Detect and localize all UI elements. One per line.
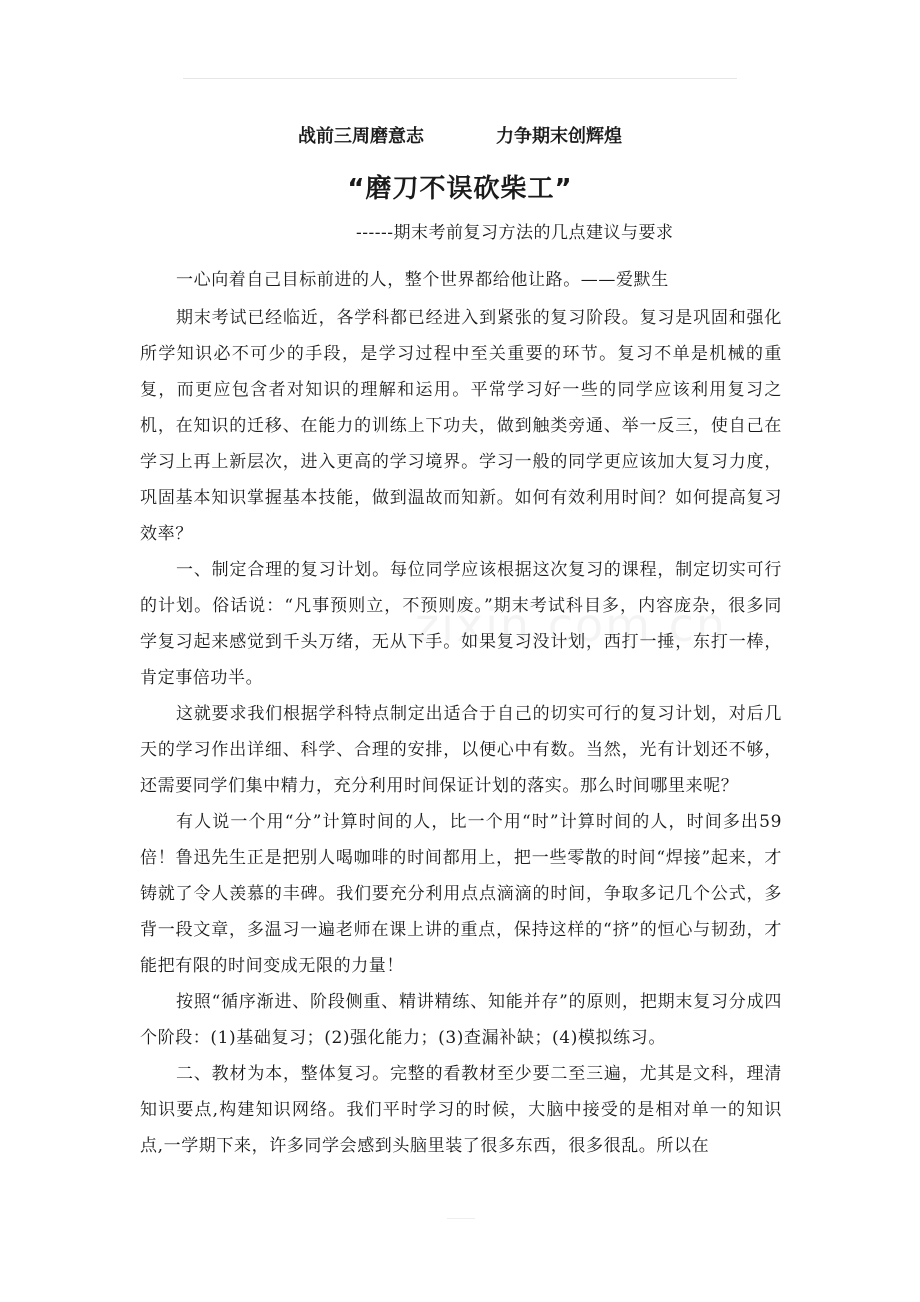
stages-paragraph: 按照“循序渐进、阶段侧重、精讲精练、知能并存”的原则，把期末复习分成四个阶段：(1)基础复习；(2)强化能力；(3)查漏补缺；(4)模拟练习。 (140, 992, 782, 1048)
slogan-left: 战前三周磨意志 (298, 126, 424, 147)
time-paragraph: 有人说一个用“分”计算时间的人，比一个用“时”计算时间的人，时间多出59倍！鲁迅先生正是把别人喝咖啡的时间都用上，把一些零散的时间“焊接”起来，才铸就了令人羡慕的丰碑。我们要充分利用点点滴滴的时间，争取多记几个公式，多背一段文章，多温习一遍老师在课上讲的重点，保持这样的“挤”的恒心与韧劲，才能把有限的时间变成无限的力量！ (140, 812, 782, 976)
slogan-right: 力争期末创辉煌 (496, 126, 622, 147)
quote-paragraph: 一心向着自己目标前进的人，整个世界都给他让路。——爱默生 (176, 270, 669, 290)
section-two-paragraph: 二、教材为本，整体复习。完整的看教材至少要二至三遍，尤其是文科，理清知识要点,构建知识网络。我们平时学习的时候，大脑中接受的是相对单一的知识点,一学期下来，许多同学会感到头脑里装了很多东西，很多很乱。所以在 (140, 1064, 782, 1156)
header-rule (183, 78, 737, 79)
section-one-paragraph: 一、制定合理的复习计划。每位同学应该根据这次复习的课程，制定切实可行的计划。俗话说：“凡事预则立，不预则废。”期末考试科目多，内容庞杂，很多同学复习起来感觉到千头万绪，无从下手。如果复习没计划，西打一捶，东打一棒，肯定事倍功半。 (140, 560, 782, 688)
footer-mark (447, 1218, 475, 1219)
slogan-heading (0, 122, 920, 148)
main-title: “磨刀不误砍柴工” (347, 174, 573, 204)
subtitle: ------期末考前复习方法的几点建议与要求 (356, 223, 674, 243)
intro-paragraph: 期末考试已经临近，各学科都已经进入到紧张的复习阶段。复习是巩固和强化所学知识必不可少的手段，是学习过程中至关重要的环节。复习不单是机械的重复，而更应包含者对知识的理解和运用。平常学习好一些的同学应该利用复习之机，在知识的迁移、在能力的训练上下功夫，做到触类旁通、举一反三，使自己在学习上再上新层次，进入更高的学习境界。学习一般的同学更应该加大复习力度，巩固基本知识掌握基本技能，做到温故而知新。如何有效利用时间？如何提高复习效率？ (140, 308, 782, 544)
article-body (140, 262, 782, 1200)
plan-paragraph: 这就要求我们根据学科特点制定出适合于自己的切实可行的复习计划，对后几天的学习作出详细、科学、合理的安排，以便心中有数。当然，光有计划还不够，还需要同学们集中精力，充分利用时间保证计划的落实。那么时间哪里来呢？ (140, 704, 782, 796)
